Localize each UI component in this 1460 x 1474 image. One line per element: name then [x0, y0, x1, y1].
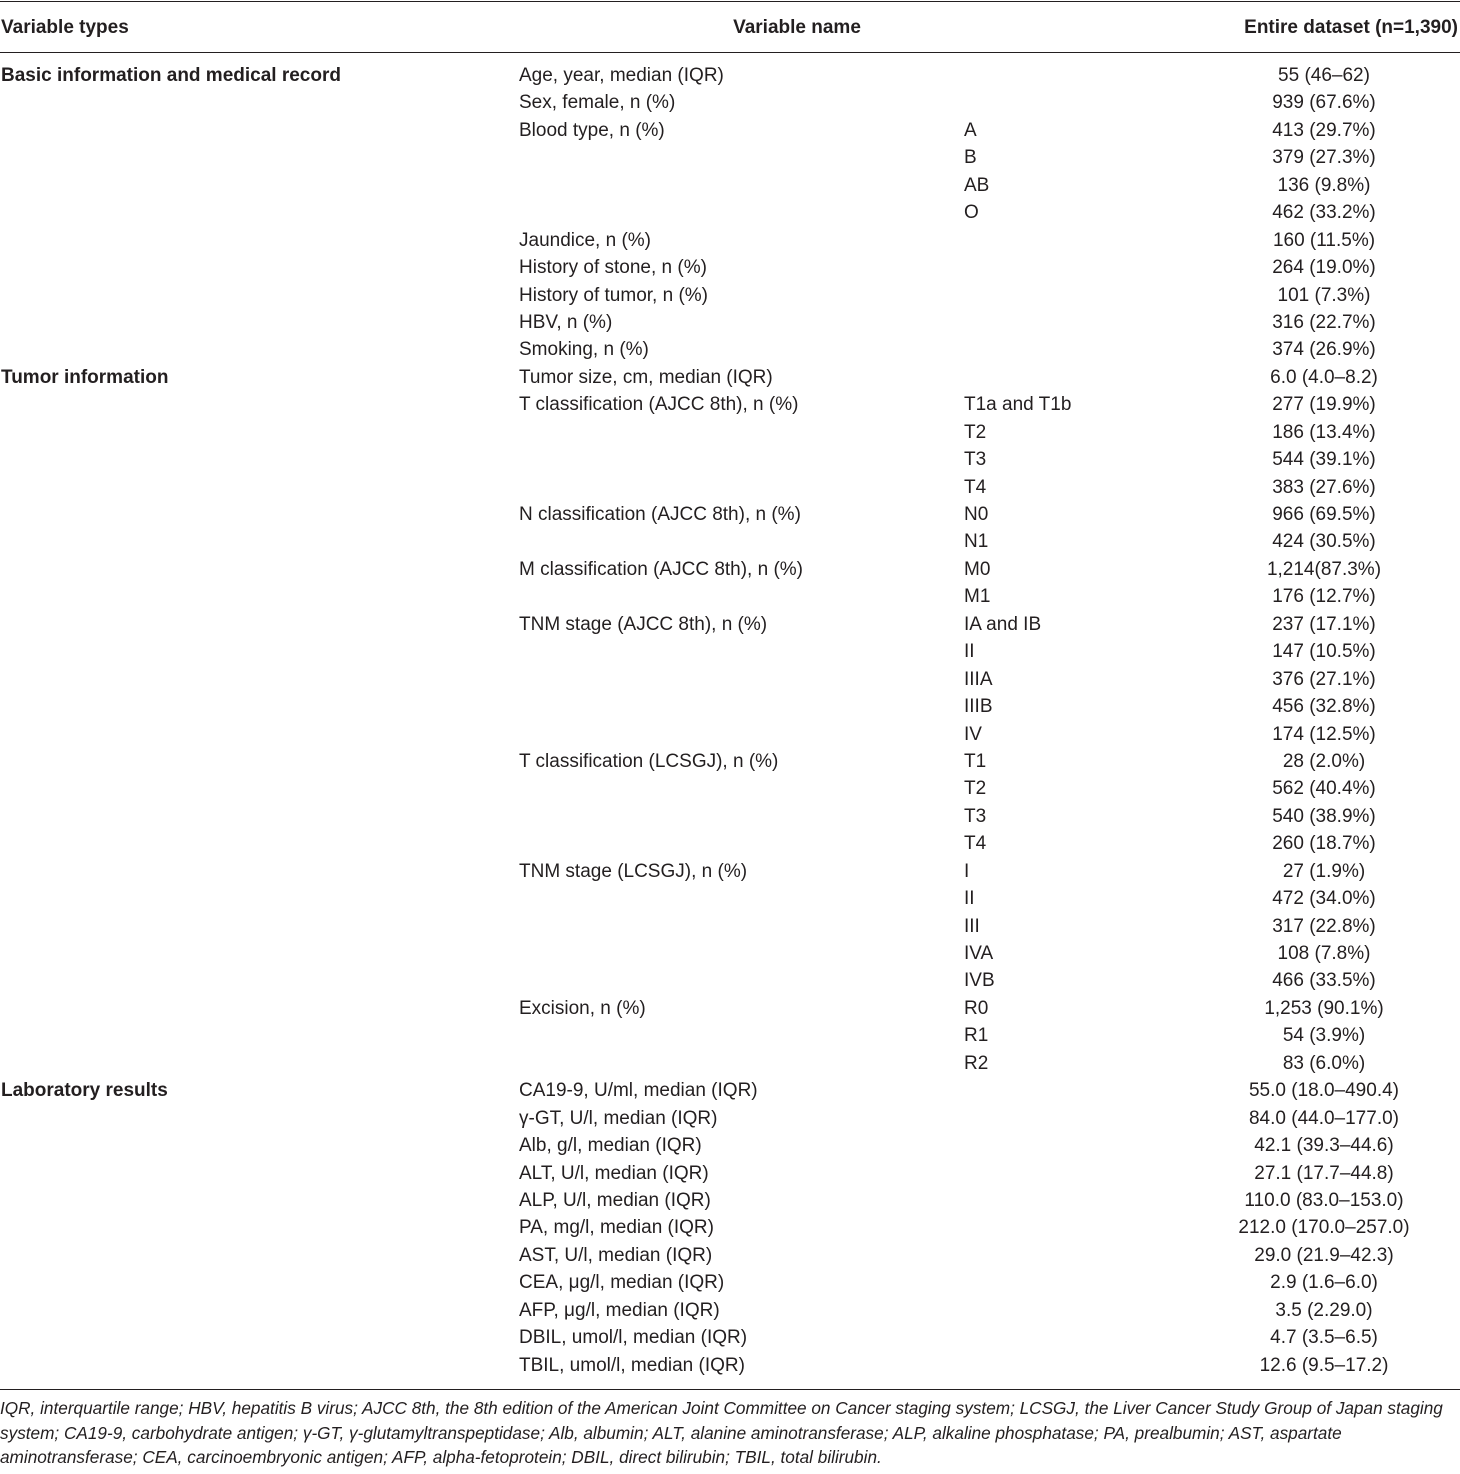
row-value: 83 (6.0%) [1282, 1052, 1366, 1074]
table-row [0, 254, 1460, 281]
table-row [0, 227, 1460, 254]
row-value: 316 (22.7%) [1272, 311, 1376, 333]
row-value: 562 (40.4%) [1272, 778, 1376, 800]
row-value: 160 (11.5%) [1272, 229, 1376, 251]
row-value: 317 (22.8%) [1272, 915, 1376, 937]
table-row [0, 336, 1460, 363]
table-row [0, 446, 1460, 473]
row-value: 4.7 (3.5–6.5) [1270, 1327, 1378, 1349]
row-variable-name: γ-GT, U/l, median (IQR) [519, 1107, 718, 1129]
row-variable-name: TBIL, umol/l, median (IQR) [519, 1354, 745, 1376]
table-row [0, 1105, 1460, 1132]
row-value: 277 (19.9%) [1272, 394, 1376, 416]
table-row [0, 693, 1460, 720]
table-bottom-rule [0, 1389, 1460, 1390]
header-entire-dataset: Entire dataset (n=1,390) [1244, 17, 1458, 38]
row-value: 376 (27.1%) [1272, 668, 1376, 690]
row-level: IIIA [964, 668, 993, 690]
row-variable-name: Jaundice, n (%) [519, 229, 652, 251]
row-variable-name: T classification (LCSGJ), n (%) [519, 750, 779, 772]
row-variable-name: DBIL, umol/l, median (IQR) [519, 1327, 748, 1349]
row-level: R0 [964, 997, 989, 1019]
row-variable-name: History of tumor, n (%) [519, 284, 708, 306]
table-row [0, 611, 1460, 638]
row-value: 456 (32.8%) [1272, 696, 1376, 718]
table-row [0, 995, 1460, 1022]
row-level: T4 [964, 476, 987, 498]
row-value: 1,253 (90.1%) [1264, 997, 1384, 1019]
table-top-rule [0, 1, 1460, 2]
row-level: T2 [964, 421, 987, 443]
row-level: T1a and T1b [964, 394, 1072, 416]
table-body [0, 62, 1460, 1379]
row-value: 110.0 (83.0–153.0) [1244, 1189, 1404, 1211]
table-row [0, 1324, 1460, 1351]
row-value: 2.9 (1.6–6.0) [1270, 1272, 1378, 1294]
row-value: 29.0 (21.9–42.3) [1254, 1244, 1394, 1266]
table-row [0, 666, 1460, 693]
table-row [0, 913, 1460, 940]
row-value: 55 (46–62) [1278, 65, 1370, 86]
table-row [0, 1214, 1460, 1241]
row-value: 3.5 (2.29.0) [1275, 1299, 1373, 1321]
row-value: 28 (2.0%) [1282, 750, 1366, 772]
table-row [0, 62, 1460, 89]
row-level: I [964, 860, 970, 882]
row-variable-name: PA, mg/l, median (IQR) [519, 1217, 714, 1239]
table-row [0, 199, 1460, 226]
row-level: T3 [964, 449, 987, 471]
table-row [0, 364, 1460, 391]
table-row [0, 967, 1460, 994]
header-variable-types: Variable types [1, 17, 129, 38]
table-row [0, 638, 1460, 665]
row-variable-name: CA19-9, U/ml, median (IQR) [519, 1080, 758, 1102]
row-value: 383 (27.6%) [1272, 476, 1376, 498]
row-value: 6.0 (4.0–8.2) [1270, 366, 1378, 388]
row-value: 472 (34.0%) [1272, 888, 1376, 910]
row-variable-name: Sex, female, n (%) [519, 92, 676, 114]
row-level: IV [964, 723, 982, 745]
table-row [0, 721, 1460, 748]
table-row [0, 1132, 1460, 1159]
table-row [0, 1187, 1460, 1214]
row-variable-name: T classification (AJCC 8th), n (%) [519, 394, 799, 416]
row-section-label: Tumor information [1, 366, 169, 388]
table-footnote: IQR, interquartile range; HBV, hepatitis B virus; AJCC 8th, the 8th edition of the American Joint Committee on Cancer staging system; LCSGJ, the Liver Cancer Study Group of Japan staging system; CA19-9, carbohydrate antigen; γ-GT, γ-glutamyltranspeptidase; Alb, albumin; ALT, alanine aminotransferase; ALP, alkaline phosphatase; PA, prealbumin; AST, aspartate aminotransferase; CEA, carcinoembryonic antigen; AFP, alpha-fetoprotein; DBIL, direct bilirubin; TBIL, total bilirubin. [0, 1398, 1443, 1467]
row-value: 147 (10.5%) [1272, 641, 1376, 663]
table-row [0, 1352, 1460, 1379]
table-row [0, 528, 1460, 555]
row-value: 540 (38.9%) [1272, 805, 1376, 827]
row-value: 176 (12.7%) [1272, 586, 1376, 608]
table-row [0, 282, 1460, 309]
row-variable-name: AFP, μg/l, median (IQR) [519, 1299, 720, 1321]
row-level: N0 [964, 504, 989, 525]
table-row [0, 830, 1460, 857]
row-value: 186 (13.4%) [1272, 421, 1376, 443]
row-value: 101 (7.3%) [1277, 284, 1371, 306]
table-row [0, 309, 1460, 336]
table-row [0, 1160, 1460, 1187]
row-level: T1 [964, 750, 987, 772]
row-value: 379 (27.3%) [1272, 147, 1376, 169]
row-level: T4 [964, 833, 987, 855]
row-variable-name: Alb, g/l, median (IQR) [519, 1135, 702, 1157]
row-value: 939 (67.6%) [1272, 92, 1376, 114]
table-row [0, 1077, 1460, 1104]
row-variable-name: AST, U/l, median (IQR) [519, 1244, 713, 1266]
table-row [0, 858, 1460, 885]
row-level: IVB [964, 970, 995, 992]
row-level: II [964, 888, 975, 910]
row-variable-name: Smoking, n (%) [519, 339, 649, 361]
row-variable-name: HBV, n (%) [519, 311, 613, 333]
row-variable-name: M classification (AJCC 8th), n (%) [519, 558, 804, 580]
row-variable-name: Tumor size, cm, median (IQR) [519, 366, 773, 388]
table-row [0, 172, 1460, 199]
row-variable-name: CEA, μg/l, median (IQR) [519, 1272, 725, 1294]
row-variable-name: Blood type, n (%) [519, 119, 665, 141]
row-level: A [964, 119, 977, 141]
table-row [0, 89, 1460, 116]
row-value: 84.0 (44.0–177.0) [1248, 1107, 1399, 1129]
row-value: 260 (18.7%) [1272, 833, 1376, 855]
row-variable-name: Age, year, median (IQR) [519, 65, 724, 86]
row-value: 237 (17.1%) [1272, 613, 1376, 635]
row-variable-name: ALT, U/l, median (IQR) [519, 1162, 709, 1184]
table-row [0, 748, 1460, 775]
row-variable-name: N classification (AJCC 8th), n (%) [519, 504, 801, 525]
table-row [0, 501, 1460, 528]
row-level: B [964, 147, 977, 169]
row-variable-name: TNM stage (LCSGJ), n (%) [519, 860, 748, 882]
table-row [0, 940, 1460, 967]
table-row [0, 1242, 1460, 1269]
row-value: 108 (7.8%) [1277, 943, 1371, 964]
row-value: 55.0 (18.0–490.4) [1248, 1080, 1399, 1102]
row-value: 264 (19.0%) [1272, 257, 1376, 279]
row-level: T3 [964, 805, 987, 827]
table-row [0, 144, 1460, 171]
row-value: 466 (33.5%) [1272, 970, 1376, 992]
row-value: 27.1 (17.7–44.8) [1254, 1162, 1394, 1184]
row-level: IIIB [964, 696, 993, 718]
row-value: 424 (30.5%) [1272, 531, 1376, 553]
row-level: O [964, 202, 979, 224]
table-row [0, 391, 1460, 418]
row-level: M0 [964, 558, 991, 580]
row-variable-name: ALP, U/l, median (IQR) [519, 1189, 711, 1211]
row-value: 212.0 (170.0–257.0) [1238, 1217, 1410, 1239]
row-variable-name: TNM stage (AJCC 8th), n (%) [519, 613, 768, 635]
row-section-label: Basic information and medical record [1, 65, 341, 86]
row-value: 462 (33.2%) [1272, 202, 1376, 224]
row-value: 174 (12.5%) [1272, 723, 1376, 745]
table-row [0, 1050, 1460, 1077]
table-row [0, 419, 1460, 446]
header-rule [0, 52, 1460, 53]
table-row [0, 556, 1460, 583]
row-value: 27 (1.9%) [1282, 860, 1366, 882]
table-row [0, 1297, 1460, 1324]
row-level: IA and IB [964, 613, 1042, 635]
row-value: 136 (9.8%) [1277, 174, 1371, 196]
row-level: II [964, 641, 975, 663]
row-level: AB [964, 174, 990, 196]
row-level: R2 [964, 1052, 989, 1074]
row-value: 42.1 (39.3–44.6) [1254, 1135, 1394, 1157]
row-level: R1 [964, 1025, 989, 1047]
row-level: IVA [964, 943, 994, 964]
row-value: 1,214(87.3%) [1266, 558, 1382, 580]
header-variable-name: Variable name [733, 17, 861, 38]
table-row [0, 775, 1460, 802]
row-value: 54 (3.9%) [1282, 1025, 1366, 1047]
table-row [0, 1269, 1460, 1296]
row-section-label: Laboratory results [1, 1080, 168, 1102]
table-row [0, 803, 1460, 830]
table-row [0, 117, 1460, 144]
row-level: T2 [964, 778, 987, 800]
row-value: 12.6 (9.5–17.2) [1259, 1354, 1389, 1376]
table-row [0, 1022, 1460, 1049]
row-variable-name: Excision, n (%) [519, 997, 646, 1019]
row-value: 374 (26.9%) [1272, 339, 1376, 361]
row-level: M1 [964, 586, 991, 608]
row-value: 544 (39.1%) [1272, 449, 1376, 471]
row-level: N1 [964, 531, 989, 553]
row-value: 966 (69.5%) [1272, 504, 1376, 525]
row-value: 413 (29.7%) [1272, 119, 1376, 141]
row-variable-name: History of stone, n (%) [519, 257, 707, 279]
table-row [0, 885, 1460, 912]
row-level: III [964, 915, 980, 937]
table-row [0, 474, 1460, 501]
table-row [0, 583, 1460, 610]
